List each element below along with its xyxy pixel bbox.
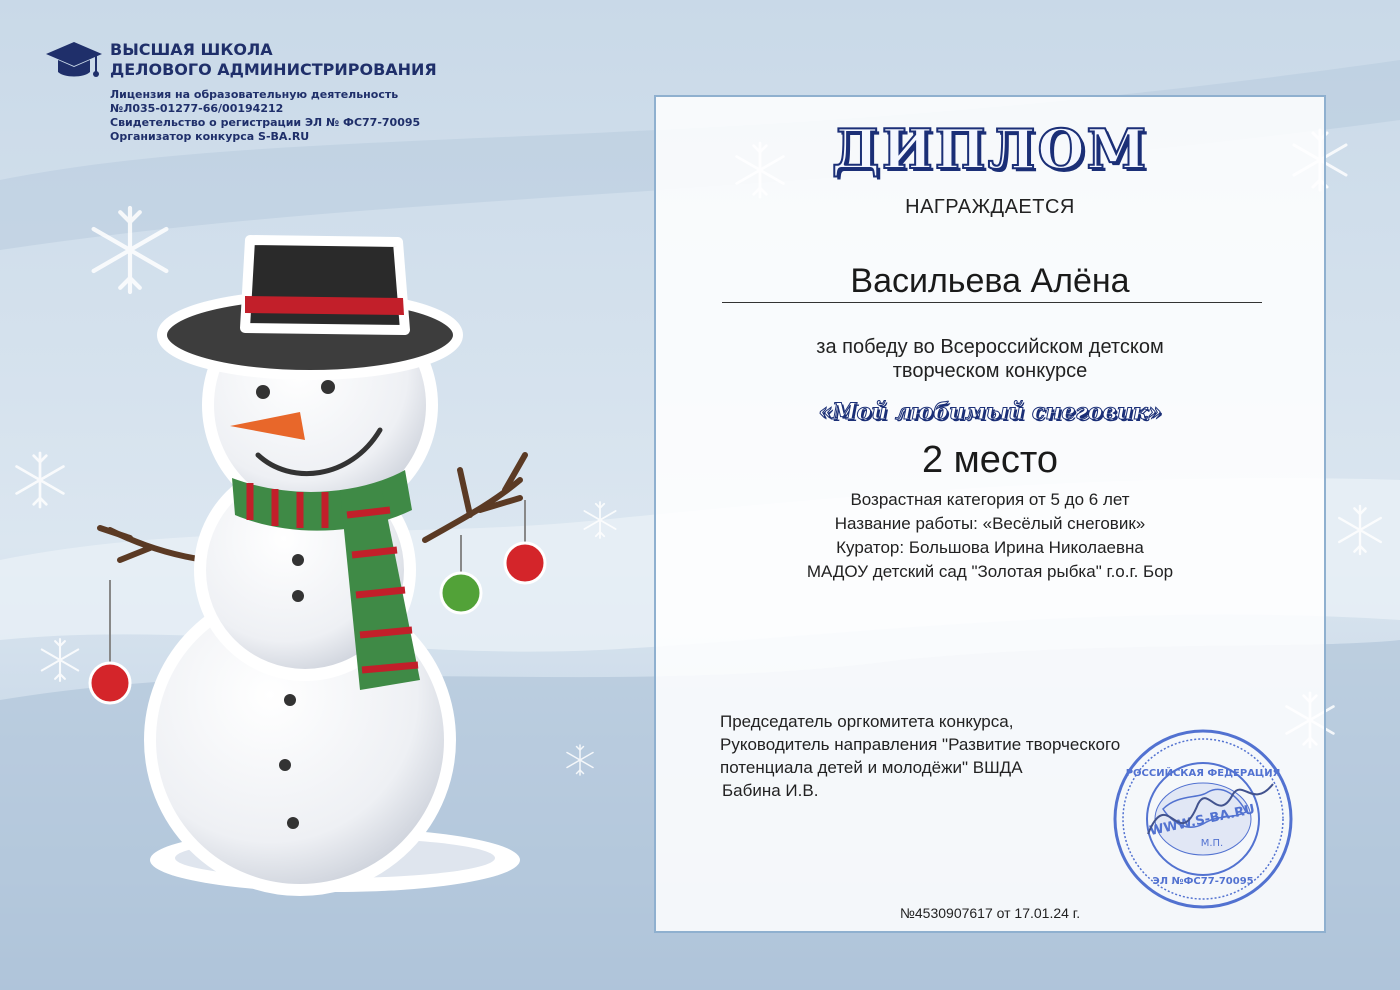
age-category: Возрастная категория от 5 до 6 лет [850, 490, 1130, 509]
place-award: 2 место [921, 439, 1059, 481]
diploma-title: ДИПЛОМ [831, 117, 1149, 181]
stamp-country: РОССИЙСКАЯ ФЕДЕРАЦИЯ [1125, 768, 1281, 779]
chairman-signature-block: Председатель оргкомитета конкурса, Руководитель направления "Развитие творческого потенциала детей и молодёжи" ВШДА Бабина И.В. [720, 710, 1200, 802]
curator: Куратор: Большова Ирина Николаевна [836, 538, 1144, 557]
official-stamp [1108, 724, 1298, 914]
contest-name: «Мой любимый снеговик» [818, 399, 1162, 425]
diploma-number: №4530907617 от 17.01.24 г. [899, 905, 1081, 921]
license-line: Лицензия на образовательную деятельность [110, 88, 399, 101]
chairman-name: Бабина И.В. [722, 781, 819, 800]
participant-details [656, 488, 1324, 584]
organization-name: ВЫСШАЯ ШКОЛА ДЕЛОВОГО АДМИНИСТРИРОВАНИЯ [110, 40, 437, 79]
recipient-name: Васильева Алёна [850, 262, 1130, 300]
license-number: №Л035-01277-66/00194212 [110, 102, 284, 115]
organizer-line: Организатор конкурса S-BA.RU [110, 130, 310, 143]
stamp-site: WWW.S-BA.RU [1148, 802, 1257, 840]
awarded-label: НАГРАЖДАЕТСЯ [905, 196, 1075, 218]
work-title: Название работы: «Весёлый снеговик» [834, 514, 1146, 533]
registration-line: Свидетельство о регистрации ЭЛ № ФС77-70095 [110, 116, 421, 129]
recipient-underline [722, 302, 1262, 303]
graduation-cap-icon [44, 40, 104, 84]
organization-credentials [110, 88, 420, 144]
award-reason: за победу во Всероссийском детском творческом конкурсе [816, 336, 1164, 382]
stamp-registration: ЭЛ №ФС77-70095 [1152, 876, 1254, 887]
stamp-mp: М.П. [1200, 838, 1224, 849]
institution: МАДОУ детский сад "Золотая рыбка" г.о.г. Бор [806, 562, 1174, 581]
